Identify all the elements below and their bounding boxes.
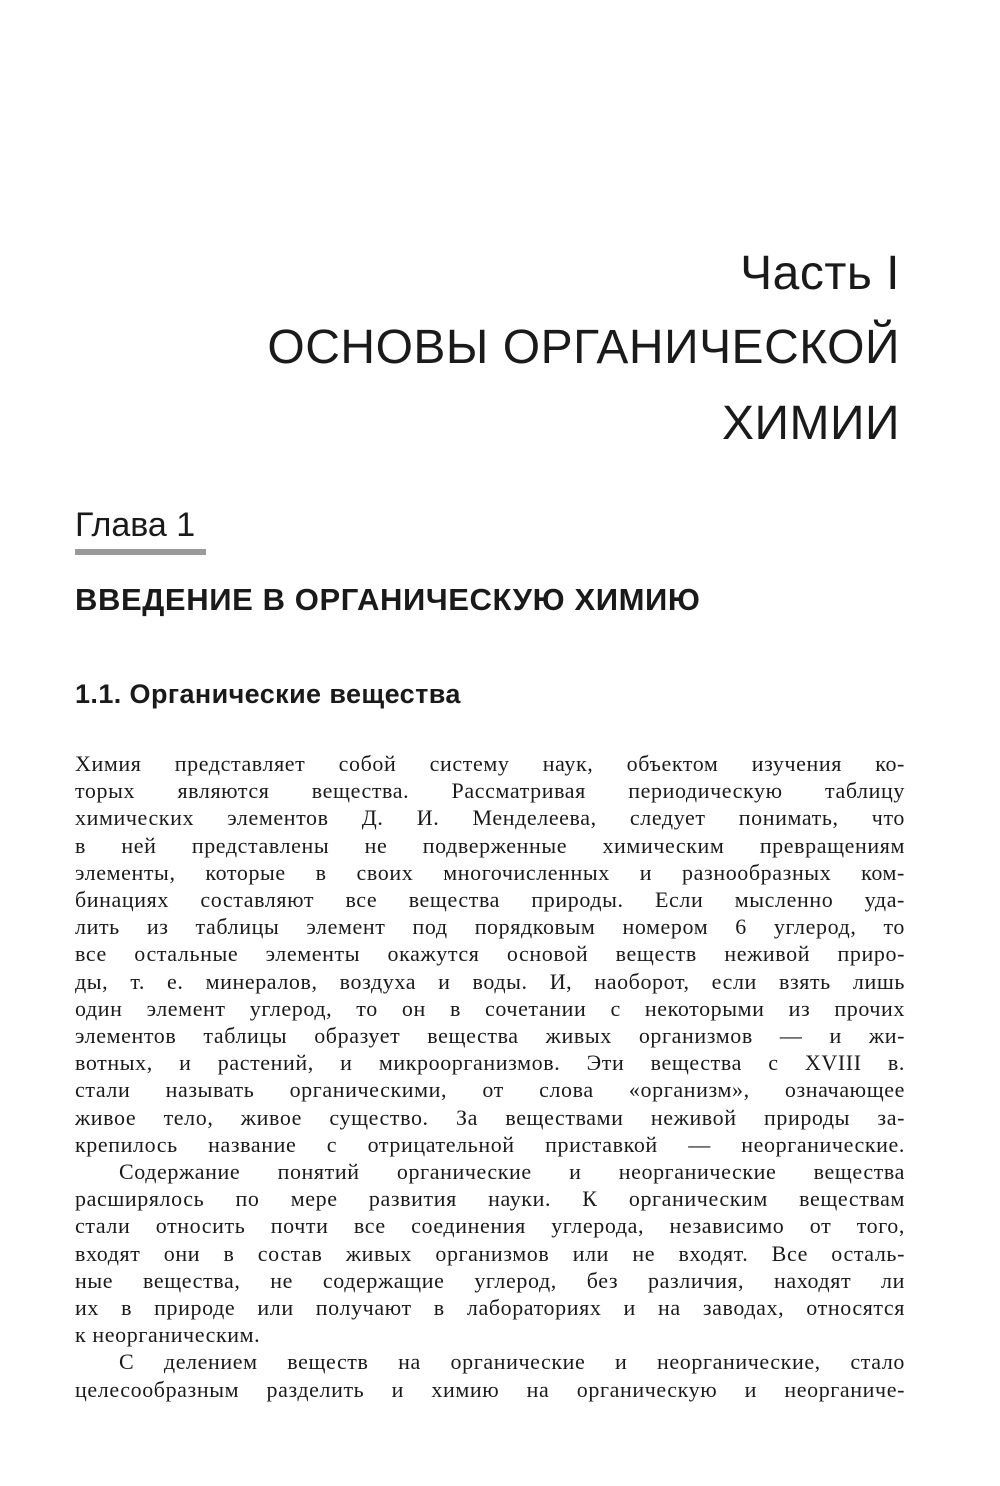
chapter-underline xyxy=(75,549,206,555)
text-line: Химия представляет собой систему наук, объектом изучения ко- xyxy=(75,751,905,776)
text-line: торых являются вещества. Рассматривая периодическую таблицу xyxy=(75,778,905,804)
text-line: крепилось название с отрицательной приставкой — неорганические. xyxy=(75,1131,905,1157)
chapter-title: ВВЕДЕНИЕ В ОРГАНИЧЕСКУЮ ХИМИЮ xyxy=(75,582,701,617)
part-heading xyxy=(267,238,900,462)
text-line: входят они в состав живых организмов или не входят. Все осталь- xyxy=(75,1240,905,1266)
text-line: Содержание понятий органические и неорганические вещества xyxy=(119,1159,905,1185)
text-line: живое тело, живое существо. За веществами неживой природы за- xyxy=(75,1104,905,1130)
part-label: Часть I xyxy=(740,247,900,300)
text-line: к неорганическим. xyxy=(75,1322,261,1348)
text-line: один элемент углерод, то он в сочетании с некоторыми из прочих xyxy=(75,995,905,1021)
text-line: вотных, и растений, и микроорганизмов. Эти вещества с XVIII в. xyxy=(75,1050,905,1076)
text-line: стали называть органическими, от слова «организм», означающее xyxy=(75,1077,905,1103)
text-line: элементы, которые в своих многочисленных и разнообразных ком- xyxy=(75,859,905,885)
text-line: лить из таблицы элемент под порядковым номером 6 углерод, то xyxy=(75,914,905,940)
text-line: бинациях составляют все вещества природы. Если мысленно уда- xyxy=(75,887,905,913)
text-line: стали относить почти все соединения углерода, независимо от того, xyxy=(75,1213,905,1239)
text-line: ды, т. е. минералов, воздуха и воды. И, наоборот, если взять лишь xyxy=(75,968,905,994)
body-text xyxy=(75,750,905,1403)
text-line: все остальные элементы окажутся основой веществ неживой приро- xyxy=(75,941,905,967)
text-line: С делением веществ на органические и неорганические, стало xyxy=(119,1349,905,1375)
chapter-label: Глава 1 xyxy=(75,506,196,544)
text-line: химических элементов Д. И. Менделеева, следует понимать, что xyxy=(75,805,905,831)
text-line: ные вещества, не содержащие углерод, без различия, находят ли xyxy=(75,1267,905,1293)
text-line: в ней представлены не подверженные химическим превращениям xyxy=(75,832,905,858)
part-title-line-2: ХИМИИ xyxy=(722,397,900,450)
paragraph-1 xyxy=(75,750,905,1158)
text-line: расширялось по мере развития науки. К органическим веществам xyxy=(75,1186,905,1212)
section-title: 1.1. Органические вещества xyxy=(75,679,461,709)
paragraph-2 xyxy=(75,1158,905,1348)
paragraph-3 xyxy=(75,1348,905,1402)
text-line: элементов таблицы образует вещества живых организмов — и жи- xyxy=(75,1023,905,1049)
text-line: их в природе или получают в лабораториях и на заводах, относятся xyxy=(75,1295,905,1321)
part-title-line-1: ОСНОВЫ ОРГАНИЧЕСКОЙ xyxy=(267,321,900,374)
text-line: целесообразным разделить и химию на органическую и неорганиче- xyxy=(75,1376,905,1402)
